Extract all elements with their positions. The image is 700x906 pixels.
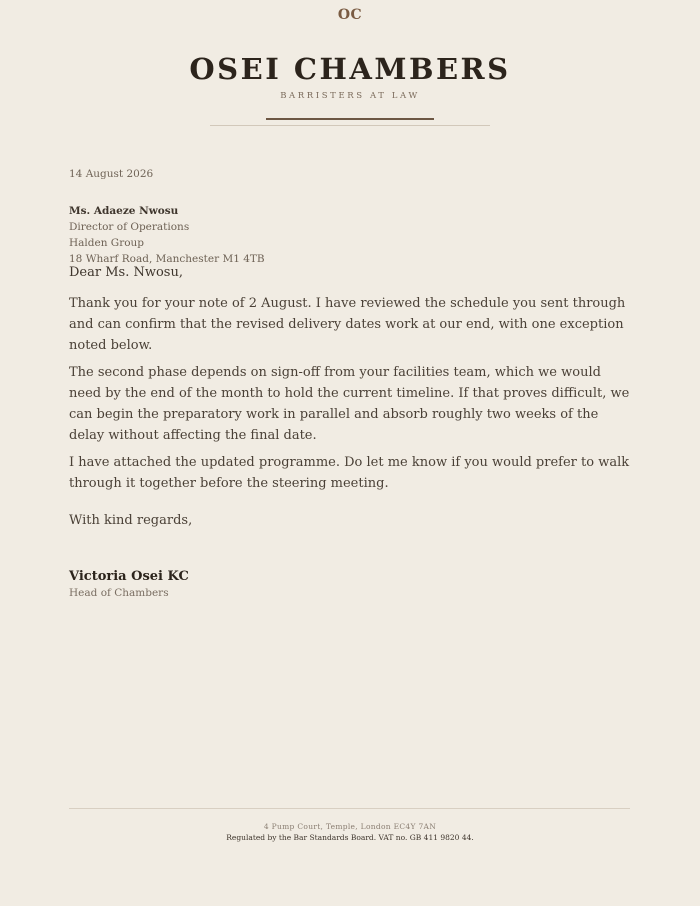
recipient-address-block xyxy=(69,203,265,267)
body-paragraph: I have attached the updated programme. Do let me know if you would prefer to walk through it together before the steering meeting. xyxy=(69,455,630,491)
closing: With kind regards, xyxy=(69,513,193,528)
body-paragraph: Thank you for your note of 2 August. I have reviewed the schedule you sent through and can confirm that the revised delivery dates work at our end, with one exception noted below. xyxy=(69,296,626,353)
signatory-name: Victoria Osei KC xyxy=(69,569,189,584)
letterhead-rule-thin xyxy=(210,125,490,126)
recipient-name: Ms. Adaeze Nwosu xyxy=(69,205,179,217)
recipient-street-address: 18 Wharf Road, Manchester M1 4TB xyxy=(69,253,265,265)
recipient-title: Director of Operations xyxy=(69,221,190,233)
letter-body xyxy=(69,293,634,500)
monogram: OC xyxy=(337,7,363,23)
body-paragraph: The second phase depends on sign-off from your facilities team, which we would need by the end of the month to hold the current timeline. If that proves difficult, we can begin the preparatory work in parallel and absorb roughly two weeks of the delay without affecting the final date. xyxy=(69,365,630,443)
firm-tagline: BARRISTERS AT LAW xyxy=(280,91,420,101)
letter-date: 14 August 2026 xyxy=(69,168,154,180)
footer-address: 4 Pump Court, Temple, London EC4Y 7AN xyxy=(263,822,437,831)
firm-name: OSEI CHAMBERS xyxy=(189,52,511,86)
footer-regulation: Regulated by the Bar Standards Board. VAT no. GB 411 9820 44. xyxy=(226,833,474,842)
footer-divider xyxy=(69,808,630,809)
letterhead-rule-thick xyxy=(266,118,434,120)
signatory-title: Head of Chambers xyxy=(69,587,169,599)
salutation: Dear Ms. Nwosu, xyxy=(69,265,183,280)
recipient-organisation: Halden Group xyxy=(69,237,145,249)
